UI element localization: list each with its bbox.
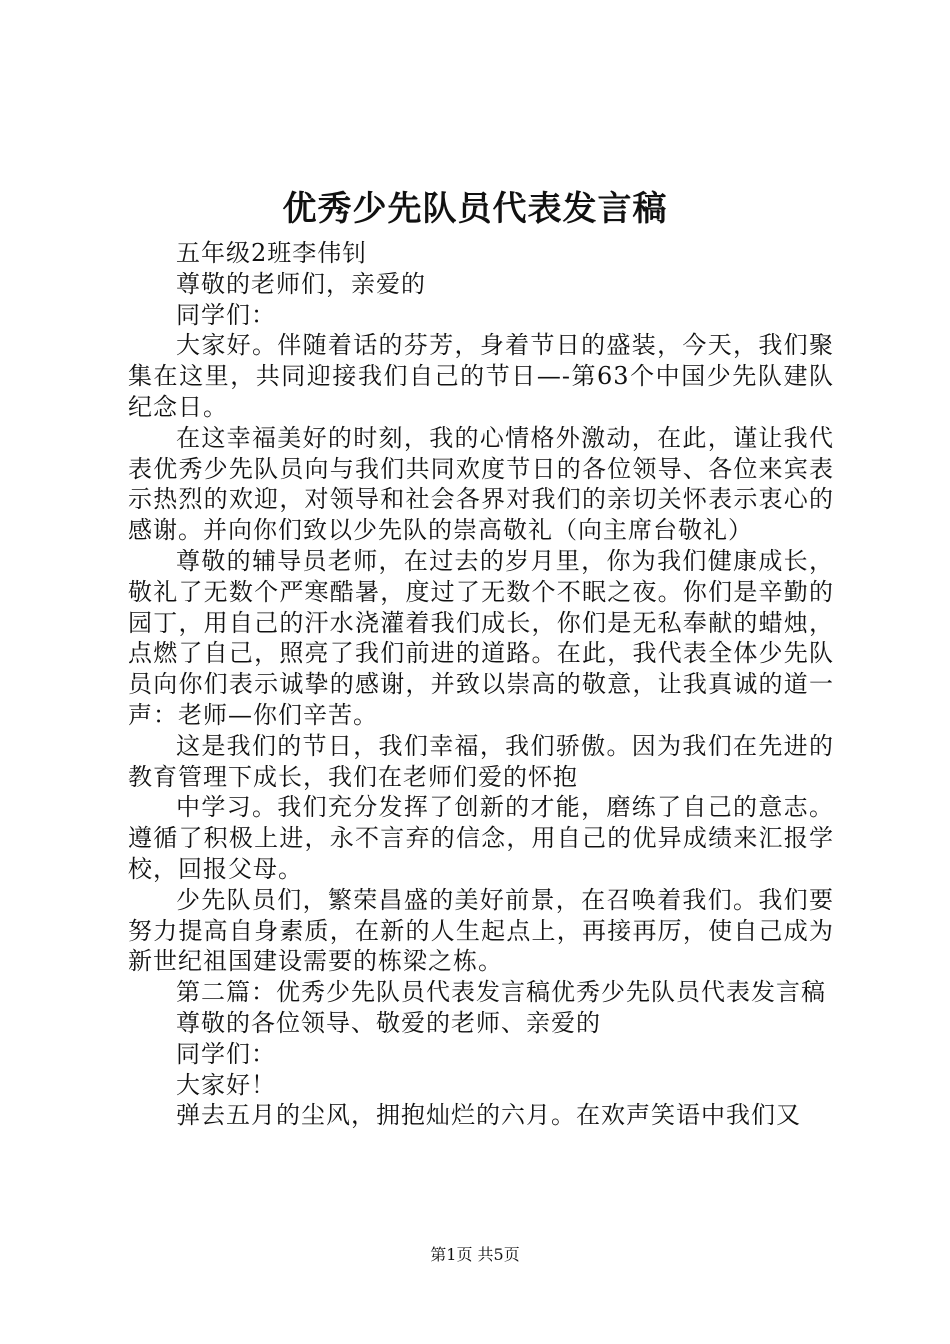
body-paragraph: 大家好。伴随着话的芬芳，身着节日的盛装，今天，我们聚集在这里，共同迎接我们自己的节日—-第63个中国少先队建队纪念日。 <box>128 331 834 421</box>
body-paragraph: 这是我们的节日，我们幸福，我们骄傲。因为我们在先进的教育管理下成长，我们在老师们爱的怀抱 <box>128 731 834 791</box>
page-footer: 第1页 共5页 <box>430 1245 520 1264</box>
salutation-line: 尊敬的各位领导、敬爱的老师、亲爱的 <box>176 1008 601 1037</box>
body-paragraph: 少先队员们，繁荣昌盛的美好前景，在召唤着我们。我们要努力提高自身素质，在新的人生起点上，再接再厉，使自己成为新世纪祖国建设需要的栋梁之栋。 <box>128 885 834 976</box>
document-body <box>128 238 834 1131</box>
salutation-line: 同学们： <box>176 1039 276 1068</box>
body-paragraph: 在这幸福美好的时刻，我的心情格外激动，在此，谨让我代表优秀少先队员向与我们共同欢度节日的各位领导、各位来宾表示热烈的欢迎，对领导和社会各界对我们的亲切关怀表示衷心的感谢。并向你们致以少先队的崇高敬礼（向主席台敬礼） <box>128 423 834 545</box>
author-line: 五年级2班李伟钊 <box>176 239 368 267</box>
section-heading: 第二篇：优秀少先队员代表发言稿优秀少先队员代表发言稿 <box>176 978 826 1007</box>
greeting-line: 大家好！ <box>176 1070 276 1099</box>
body-paragraph: 弹去五月的尘风，拥抱灿烂的六月。在欢声笑语中我们又 <box>176 1101 801 1130</box>
document-title: 优秀少先队员代表发言稿 <box>282 189 668 229</box>
body-paragraph: 尊敬的辅导员老师，在过去的岁月里，你为我们健康成长，敬礼了无数个严寒酷暑，度过了无数个不眠之夜。你们是辛勤的园丁，用自己的汗水浇灌着我们成长，你们是无私奉献的蜡烛，点燃了自己，照亮了我们前进的道路。在此，我代表全体少先队员向你们表示诚挚的感谢，并致以崇高的敬意，让我真诚的道一声：老师—你们辛苦。 <box>128 546 834 729</box>
body-paragraph: 中学习。我们充分发挥了创新的才能，磨练了自己的意志。遵循了积极上进，永不言弃的信念，用自己的优异成绩来汇报学校，回报父母。 <box>128 793 834 883</box>
salutation-line: 同学们： <box>176 300 276 329</box>
salutation-line: 尊敬的老师们，亲爱的 <box>176 269 426 298</box>
